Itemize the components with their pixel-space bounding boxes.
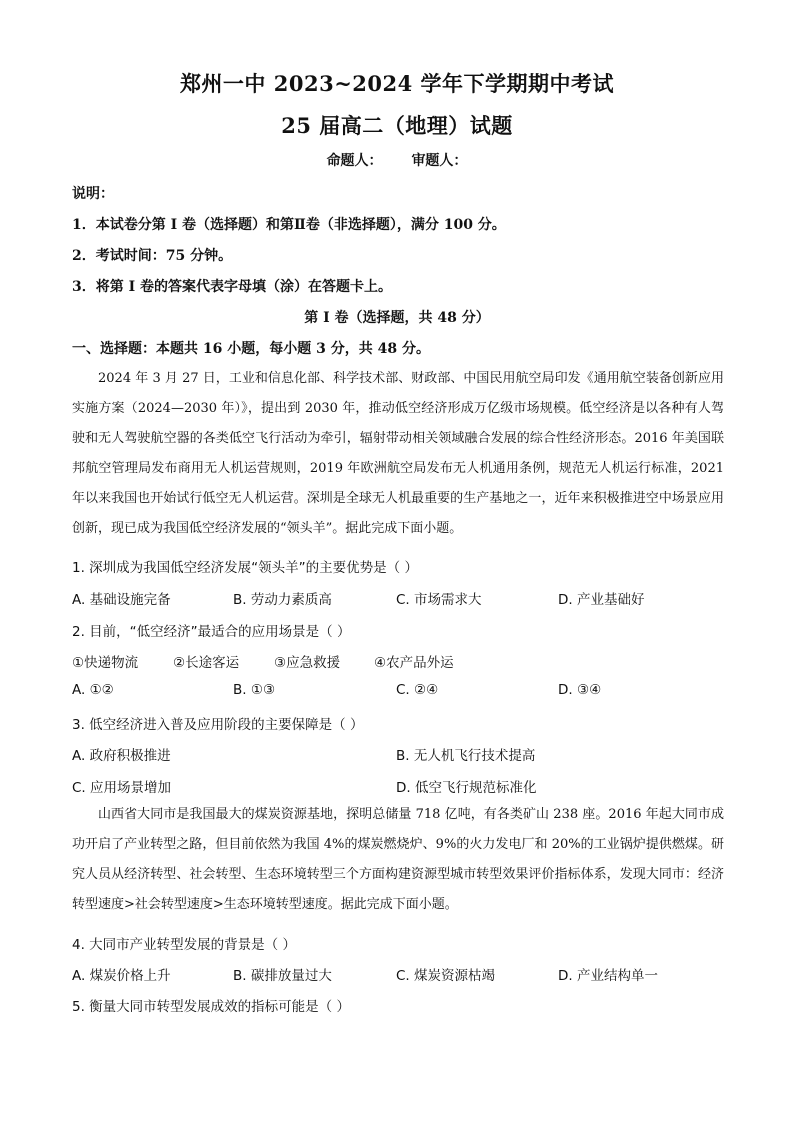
q4-option-d[interactable]: D. 产业结构单一	[558, 968, 658, 984]
proposer-label: 命题人：	[326, 153, 383, 169]
question-5-stem: 5. 衡量大同市转型发展成效的指标可能是（ ）	[72, 999, 350, 1015]
q2-option-c[interactable]: C. ②④	[396, 682, 439, 698]
section-intro: 一、选择题：本题共 16 小题，每小题 3 分，共 48 分。	[72, 341, 430, 357]
question-1-stem: 1. 深圳成为我国低空经济发展“领头羊”的主要优势是（ ）	[72, 560, 418, 576]
exam-title: 郑州一中 2023~2024 学年下学期期中考试	[179, 71, 615, 96]
instructions-heading: 说明：	[72, 186, 114, 202]
q3-option-c[interactable]: C. 应用场景增加	[72, 780, 172, 796]
section-title: 第 I 卷（选择题，共 48 分）	[304, 310, 490, 326]
q2-item-2: ②长途客运	[173, 655, 240, 671]
reading-passage-2: 山西省大同市是我国最大的煤炭资源基地，探明总储量 718 亿吨，有各类矿山 238 座。2016 年起大同市成功开启了产业转型之路，但目前依然为我国 4%的煤炭燃烧炉、9%的火力发电厂和 20%的工业锅炉提供燃煤。研究人员从经济转型、社会转型、生态环境转型三个方面构建资源型城市转型效果评价指标体系，发现大同市：经济转型速度>社会转型速度>生态环境转型速度。据此完成下面小题。	[72, 807, 724, 912]
q2-option-a[interactable]: A. ①②	[72, 682, 114, 698]
q4-option-b[interactable]: B. 碳排放量过大	[233, 968, 332, 984]
q4-option-a[interactable]: A. 煤炭价格上升	[72, 968, 171, 984]
instruction-item-3: 3．将第 I 卷的答案代表字母填（涂）在答题卡上。	[72, 279, 393, 295]
reading-passage-1: 2024 年 3 月 27 日，工业和信息化部、科学技术部、财政部、中国民用航空局印发《通用航空装备创新应用实施方案（2024—2030 年）》，提出到 2030 年，推动低空经济形成万亿级市场规模。低空经济是以各种有人驾驶和无人驾驶航空器的各类低空飞行活动为牵引，辐射带动相关领域融合发展的综合性经济形态。2016 年美国联邦航空管理局发布商用无人机运营规则，2019 年欧洲航空局发布无人机通用条例，规范无人机运行标准，2021 年以来我国也开始试行低空无人机运营。深圳是全球无人机最重要的生产基地之一，近年来积极推进空中场景应用创新，现已成为我国低空经济发展的“领头羊”。据此完成下面小题。	[72, 371, 724, 536]
q3-option-a[interactable]: A. 政府积极推进	[72, 748, 171, 764]
q1-option-c[interactable]: C. 市场需求大	[396, 592, 482, 608]
reviewer-label: 审题人：	[411, 153, 468, 169]
q1-option-b[interactable]: B. 劳动力素质高	[233, 592, 332, 608]
q1-option-d[interactable]: D. 产业基础好	[558, 592, 645, 608]
instruction-item-1: 1．本试卷分第 I 卷（选择题）和第Ⅱ卷（非选择题），满分 100 分。	[72, 217, 506, 233]
q4-option-c[interactable]: C. 煤炭资源枯竭	[396, 968, 496, 984]
q2-option-b[interactable]: B. ①③	[233, 682, 276, 698]
question-2-stem: 2. 目前，“低空经济”最适合的应用场景是（ ）	[72, 624, 351, 640]
q1-option-a[interactable]: A. 基础设施完备	[72, 592, 171, 608]
authors-line	[0, 150, 794, 170]
q2-item-4: ④农产品外运	[374, 655, 454, 671]
q2-option-d[interactable]: D. ③④	[558, 682, 602, 698]
q2-item-3: ③应急救援	[274, 655, 341, 671]
exam-subtitle: 25 届高二（地理）试题	[281, 113, 513, 138]
question-3-stem: 3. 低空经济进入普及应用阶段的主要保障是（ ）	[72, 717, 364, 733]
q2-item-1: ①快递物流	[72, 655, 139, 671]
q3-option-b[interactable]: B. 无人机飞行技术提高	[396, 748, 536, 764]
question-4-stem: 4. 大同市产业转型发展的背景是（ ）	[72, 937, 296, 953]
instruction-item-2: 2．考试时间：75 分钟。	[72, 248, 233, 264]
q3-option-d[interactable]: D. 低空飞行规范标准化	[396, 780, 537, 796]
